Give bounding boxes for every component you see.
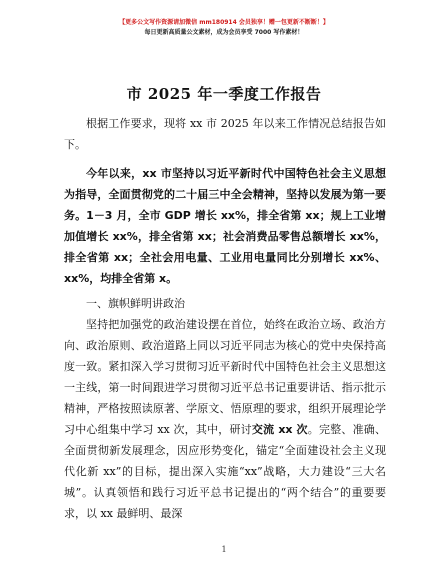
- section-text-b: 。完整、准确、全面贯彻新发展理念，因应形势变化，锚定“全面建设社会主义现代化新 xx”的目标，提出深入实施“xx”战略，大力建设“三大名城”。认真领悟和践行习近平总书记提出的“两个结合”的重要要求，以 xx 最鲜明、最深: [64, 423, 386, 520]
- section-paragraph: [64, 314, 386, 524]
- summary-text-c: ；规上工业增加值增长 xx%，排全省第 xx；社会消费品零售总额增长 xx%，排全省第 xx；全社会用电量、工业用电量同比分别增长 xx%、xx%，均排全省第 x。: [64, 209, 387, 285]
- page-number: 1: [221, 545, 227, 554]
- summary-text-b: 全市 GDP 增长 xx%，排全省第 xx: [138, 209, 320, 222]
- promo-line-2: 每日更新高质量公文素材，成为会员享受 7000 写作素材！: [144, 29, 304, 36]
- summary-text-a: 今年以来，xx 市坚持以习近平新时代中国特色社会主义思想为指导，全面贯彻党的二十届三中全会精神，坚持以发展为第一要务。1－3 月，: [64, 167, 386, 222]
- promo-banner: [0, 18, 448, 38]
- section-heading: 一、旗帜鲜明讲政治: [86, 297, 185, 310]
- document-body: [64, 113, 386, 524]
- document-title: 市 2025 年一季度工作报告: [126, 85, 322, 103]
- section-bold-text: 交流 xx 次: [251, 423, 308, 436]
- summary-paragraph: [64, 163, 386, 289]
- section-text-a: 坚持把加强党的政治建设摆在首位，始终在政治立场、政治方向、政治原则、政治道路上同以习近平同志为核心的党中央保持高度一致。紧扣深入学习贯彻习近平新时代中国特色社会主义思想这一主线，第一时间跟进学习贯彻习近平总书记重要讲话、指示批示精神，严格按照读原著、学原文、悟原理的要求，组织开展理论学习中心组集中学习 xx 次，其中，研讨: [64, 318, 386, 436]
- promo-line-1: 【更多公文写作资源请加微信 mm180914 会员独享！赠一包更新不断断！】: [119, 19, 329, 26]
- intro-paragraph: 根据工作要求，现将 xx 市 2025 年以来工作情况总结报告如下。: [64, 117, 386, 151]
